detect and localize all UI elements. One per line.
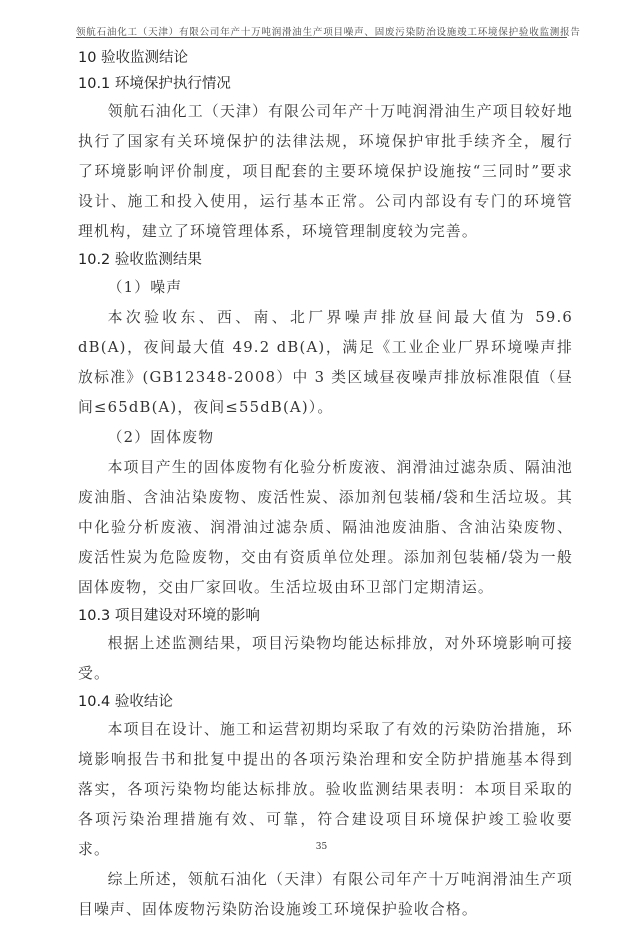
page-header bbox=[76, 20, 581, 38]
paragraph-conclusion: 本项目在设计、施工和运营初期均采取了有效的污染防治措施，环境影响报告书和批复中提出的各项污染治理和安全防护措施基本得到落实，各项污染物均能达标排放。验收监测结果表明：本项目采取的各项污染治理措施有效、可靠，符合建设项目环境保护竣工验收要求。 bbox=[78, 721, 573, 858]
page-number: 35 bbox=[315, 842, 328, 852]
subsection-title-10-1: 10.1 环境保护执行情况 bbox=[78, 76, 231, 92]
paragraph-noise: 本次验收东、西、南、北厂界噪声排放昼间最大值为 59.6 dB(A)，夜间最大值 49.2 dB(A)，满足《工业企业厂界环境噪声排放标准》(GB12348-2008）中 3 类区域昼夜噪声排放标准限值（昼间≤65dB(A)，夜间≤55dB(A)）。 bbox=[78, 309, 573, 416]
running-title: 领航石油化工（天津）有限公司年产十万吨润滑油生产项目噪声、固废污染防治设施竣工环境保护验收监测报告 bbox=[76, 27, 581, 38]
solid-waste-label: （2）固体废物 bbox=[107, 429, 215, 446]
section-title: 10 验收监测结论 bbox=[78, 50, 189, 66]
paragraph-summary: 综上所述，领航石油化（天津）有限公司年产十万吨润滑油生产项目噪声、固体废物污染防治设施竣工环境保护验收合格。 bbox=[78, 871, 573, 918]
noise-label: （1）噪声 bbox=[107, 279, 183, 296]
page-content bbox=[78, 45, 573, 925]
subsection-title-10-2: 10.2 验收监测结果 bbox=[78, 252, 202, 268]
paragraph-solid-waste: 本项目产生的固体废物有化验分析废液、润滑油过滤杂质、隔油池废油脂、含油沾染废物、废活性炭、添加剂包装桶/袋和生活垃圾。其中化验分析废液、润滑油过滤杂质、隔油池废油脂、含油沾染废物、废活性炭为危险废物，交由有资质单位处理。添加剂包装桶/袋为一般固体废物，交由厂家回收。生活垃圾由环卫部门定期清运。 bbox=[78, 459, 573, 596]
subsection-title-10-3: 10.3 项目建设对环境的影响 bbox=[78, 608, 260, 624]
subsection-title-10-4: 10.4 验收结论 bbox=[78, 694, 173, 710]
paragraph-env-protection: 领航石油化工（天津）有限公司年产十万吨润滑油生产项目较好地执行了国家有关环境保护的法律法规，环境保护审批手续齐全，履行了环境影响评价制度，项目配套的主要环境保护设施按“三同时”要求设计、施工和投入使用，运行基本正常。公司内部设有专门的环境管理机构，建立了环境管理体系，环境管理制度较为完善。 bbox=[78, 103, 573, 240]
paragraph-impact: 根据上述监测结果，项目污染物均能达标排放，对外环境影响可接受。 bbox=[78, 635, 573, 682]
